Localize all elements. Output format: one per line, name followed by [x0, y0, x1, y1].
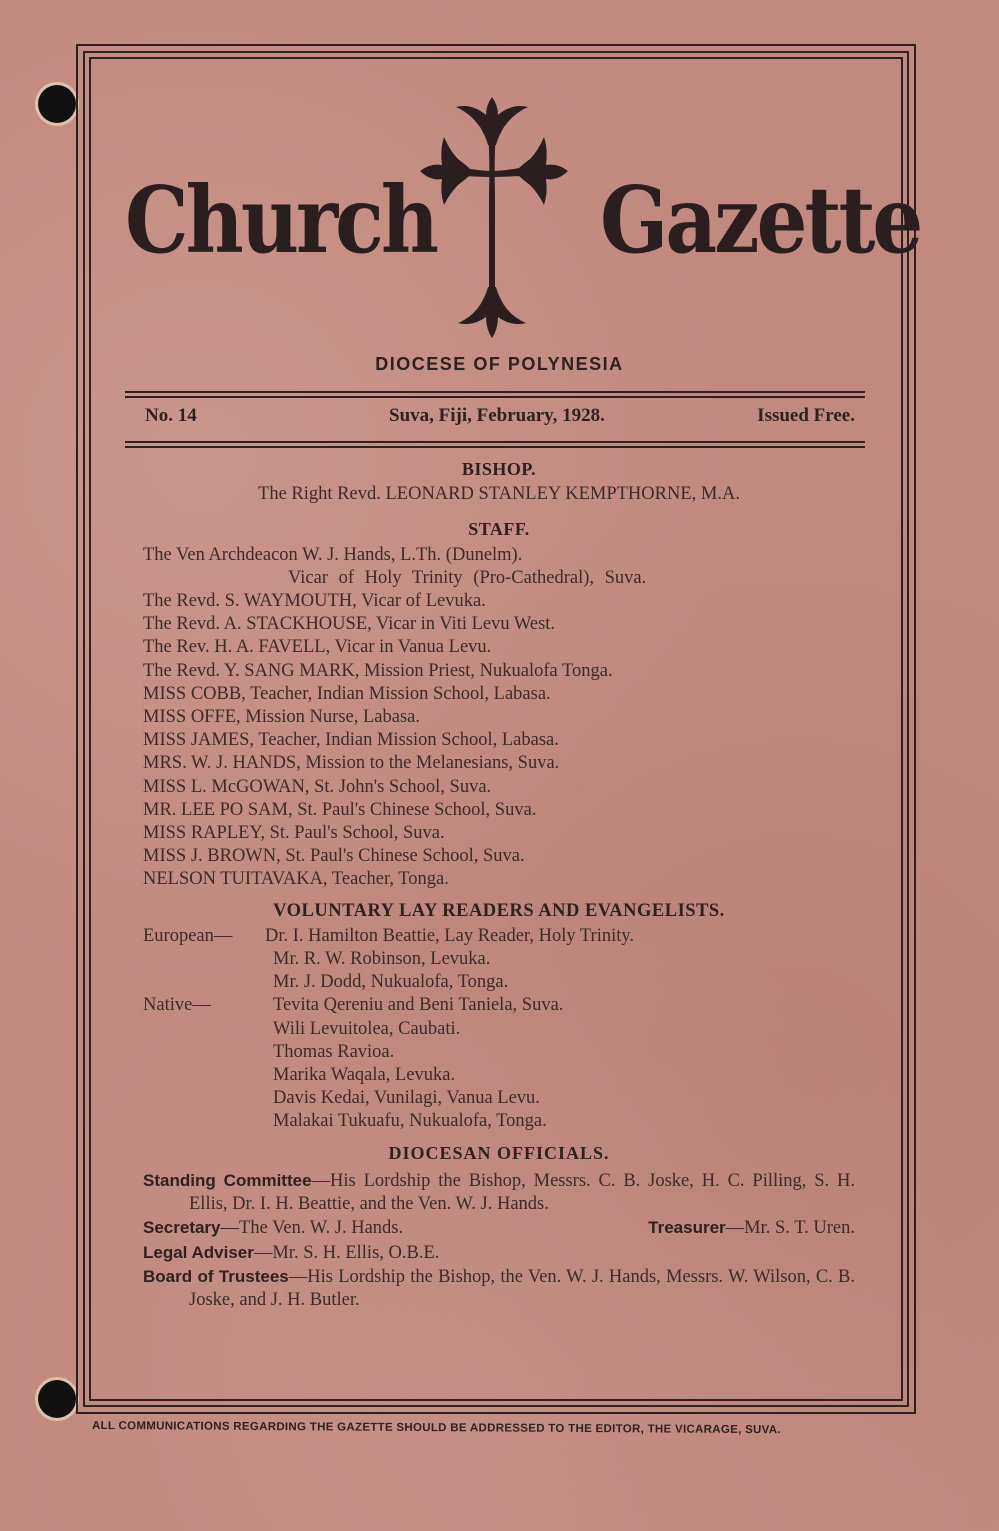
staff-member: MISS COBB, Teacher, Indian Mission School, Labasa. [143, 683, 551, 704]
staff-member: MISS OFFE, Mission Nurse, Labasa. [143, 707, 420, 728]
lay-reader: Malakai Tukuafu, Nukualofa, Tonga. [273, 1111, 547, 1132]
issue-place-date: Suva, Fiji, February, 1928. [389, 405, 605, 426]
title-gazette: Gazette [600, 165, 921, 275]
bishop-heading: BISHOP. [461, 459, 537, 479]
officials-heading: DIOCESAN OFFICIALS. [388, 1142, 610, 1163]
footer-note: ALL COMMUNICATIONS REGARDING THE GAZETTE SHOULD BE ADDRESSED TO THE EDITOR, THE VICARAGE, SUVA. [91, 1420, 781, 1437]
staff-member: MISS L. McGOWAN, St. John's School, Suva. [143, 776, 492, 797]
staff-member: The Revd. S. WAYMOUTH, Vicar of Levuka. [143, 591, 486, 612]
lay-native-label: Native— [143, 995, 211, 1016]
masthead [100, 95, 921, 345]
official-legal-adviser [143, 1241, 855, 1265]
official-value: —Mr. S. H. Ellis, O.B.E. [253, 1242, 440, 1263]
staff-member: MR. LEE PO SAM, St. Paul's Chinese School, Suva. [143, 799, 537, 820]
official-value: —His Lordship the Bishop, the Ven. W. J. Hands, Messrs. W. Wilson, C. B. Joske, and J. H. Butler. [189, 1266, 855, 1310]
lay-reader: Davis Kedai, Vunilagi, Vanua Levu. [273, 1088, 540, 1109]
staff-member: MISS RAPLEY, St. Paul's School, Suva. [143, 823, 445, 844]
staff-member: MISS J. BROWN, St. Paul's Chinese School, Suva. [143, 846, 525, 867]
staff-heading: STAFF. [468, 519, 530, 540]
lay-reader: Wili Levuitolea, Caubati. [273, 1018, 461, 1039]
gazette-content [143, 458, 855, 1312]
official-label: Secretary [143, 1218, 221, 1238]
staff-member: NELSON TUITAVAKA, Teacher, Tonga. [143, 869, 449, 890]
lay-reader: Marika Waqala, Levuka. [273, 1065, 456, 1086]
rule-bottom [125, 441, 865, 448]
staff-member: MRS. W. J. HANDS, Mission to the Melanesians, Suva. [143, 753, 560, 774]
cross-fleury-icon [418, 95, 570, 340]
official-label: Legal Adviser [143, 1242, 254, 1262]
official-label: Treasurer [648, 1218, 726, 1238]
issue-price: Issued Free. [757, 405, 855, 426]
punch-hole-bottom [38, 1380, 76, 1418]
official-label: Board of Trustees [143, 1266, 289, 1286]
official-standing-committee [143, 1169, 855, 1216]
staff-member: The Revd. A. STACKHOUSE, Vicar in Viti Levu West. [143, 614, 556, 635]
staff-member: The Revd. Y. SANG MARK, Mission Priest, Nukualofa Tonga. [143, 660, 613, 681]
diocese-subtitle: DIOCESE OF POLYNESIA [375, 354, 624, 374]
lay-reader: Thomas Ravioa. [273, 1041, 395, 1062]
lay-reader: Tevita Qereniu and Beni Taniela, Suva. [273, 995, 564, 1016]
title-church: Church [125, 165, 437, 275]
staff-member: The Rev. H. A. FAVELL, Vicar in Vanua Levu. [143, 637, 492, 658]
official-value: —The Ven. W. J. Hands. [220, 1218, 404, 1239]
lay-european-row [143, 925, 855, 948]
official-trustees [143, 1265, 855, 1312]
lay-reader: Mr. J. Dodd, Nukualofa, Tonga. [273, 972, 509, 993]
staff-archdeacon-role: Vicar of Holy Trinity (Pro-Cathedral), Suva. [288, 567, 647, 588]
staff-archdeacon: The Ven Archdeacon W. J. Hands, L.Th. (Dunelm). [143, 544, 523, 565]
staff-member: MISS JAMES, Teacher, Indian Mission School, Labasa. [143, 730, 559, 751]
lay-readers-heading: VOLUNTARY LAY READERS AND EVANGELISTS. [273, 900, 725, 921]
official-label: Standing Committee [143, 1170, 312, 1190]
issue-number: No. 14 [145, 405, 197, 426]
official-value: —His Lordship the Bishop, Messrs. C. B. Joske, H. C. Pilling, S. H. Ellis, Dr. I. H. Beattie, and the Ven. W. J. Hands. [189, 1170, 855, 1215]
punch-hole-top [38, 85, 76, 123]
rule-top [125, 391, 865, 398]
lay-native-row [143, 994, 855, 1017]
lay-european-label: European— [143, 925, 233, 946]
official-value: —Mr. S. T. Uren. [725, 1218, 855, 1239]
issue-line [145, 405, 855, 427]
bishop-name: The Right Revd. LEONARD STANLEY KEMPTHORNE, M.A. [258, 484, 740, 505]
lay-reader: Mr. R. W. Robinson, Levuka. [273, 949, 491, 970]
lay-reader: Dr. I. Hamilton Beattie, Lay Reader, Holy Trinity. [265, 925, 635, 946]
official-secretary-treasurer [143, 1216, 855, 1240]
